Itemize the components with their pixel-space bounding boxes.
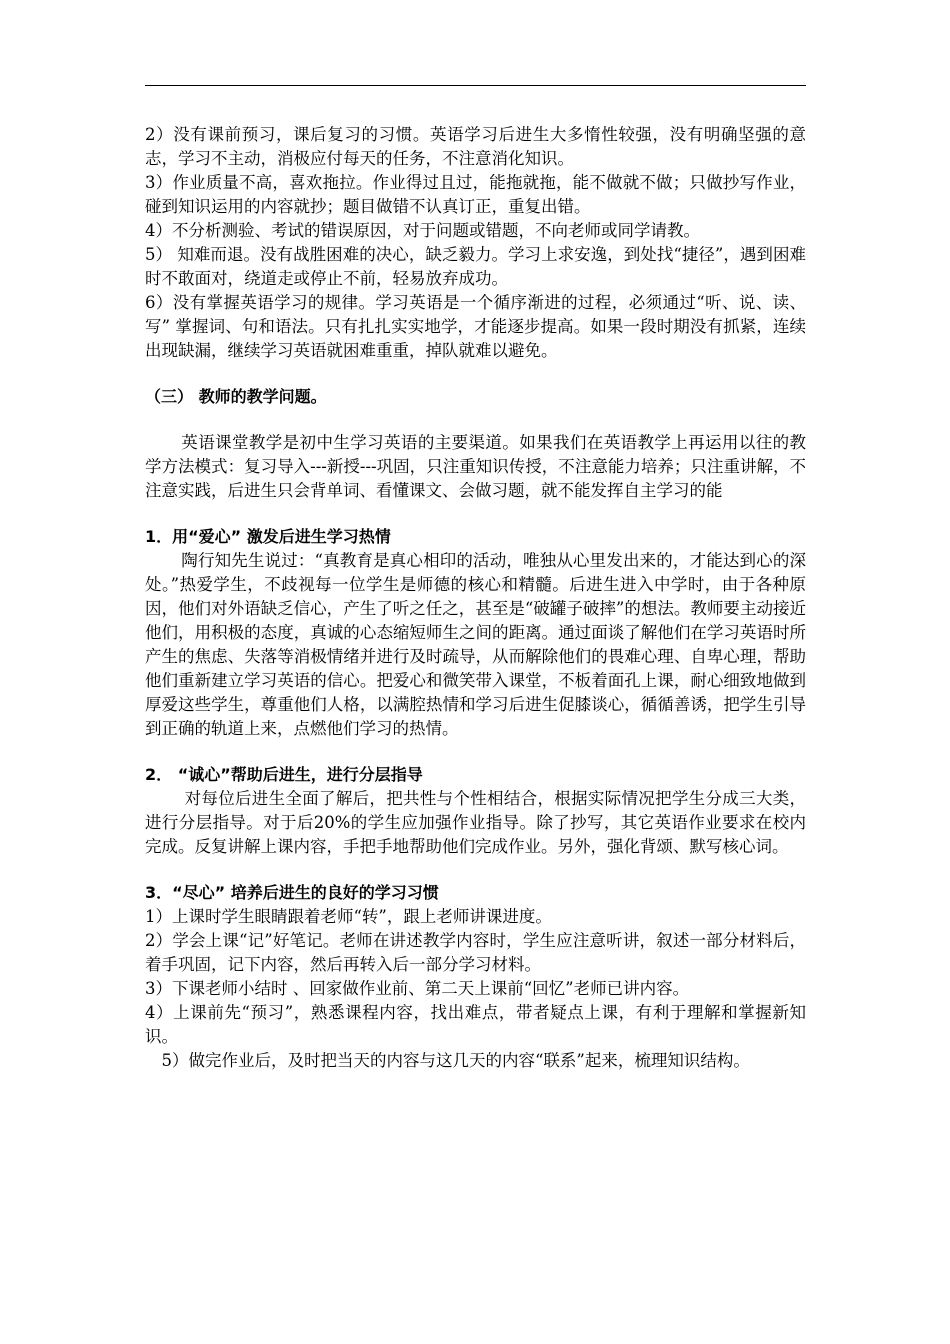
item-paragraph-1: 陶行知先生说过：“真教育是真心相印的活动，唯独从心里发出来的，才能达到心的深处。”热爱学生，不歧视每一位学生是师德的核心和精髓。后进生进入中学时，由于各种原因，他们对外语缺乏信心，产生了听之任之，甚至是“破罐子破摔”的想法。教师要主动接近他们，用积极的态度，真诚的心态缩短师生之间的距离。通过面谈了解他们在学习英语时所产生的焦虑、失落等消极情绪并进行及时疏导，从而解除他们的畏难心理、自卑心理，帮助他们重新建立学习英语的信心。把爱心和微笑带入课堂，不板着面孔上课，耐心细致地做到厚爱这些学生，尊重他们人格，以满腔热情和学习后进生促膝谈心，循循善诱，把学生引导到正确的轨道上来，点燃他们学习的热情。: [145, 551, 806, 738]
document-body: [145, 123, 806, 1073]
spacer: [145, 741, 806, 763]
habit-point-2: 2）学会上课“记”好笔记。老师在讲述教学内容时，学生应注意听讲，叙述一部分材料后，着手巩固，记下内容，然后再转入后一部分学习材料。: [145, 931, 806, 974]
student-issue-6: 6）没有掌握英语学习的规律。学习英语是一个循序渐进的过程，必须通过“听、说、读、写” 掌握词、句和语法。只有扎扎实实地学，才能逐步提高。如果一段时期没有抓紧，连续出现缺漏，继续学习英语就困难重重，掉队就难以避免。: [145, 293, 806, 360]
spacer: [145, 503, 806, 525]
student-issue-5: 5） 知难而退。没有战胜困难的决心，缺乏毅力。学习上求安逸，到处找“捷径”，遇到困难时不敢面对，绕道走或停止不前，轻易放弃成功。: [145, 245, 806, 288]
habit-point-1: 1）上课时学生眼睛跟着老师“转”，跟上老师讲课进度。: [145, 907, 552, 926]
header-rule: [145, 85, 806, 86]
item-paragraph-2: 对每位后进生全面了解后，把共性与个性相结合，根据实际情况把学生分成三大类，进行分层指导。对于后20%的学生应加强作业指导。除了抄写，其它英语作业要求在校内完成。反复讲解上课内容，手把手地帮助他们完成作业。另外，强化背颂、默写核心词。: [145, 789, 806, 856]
habit-point-5: 5）做完作业后，及时把当天的内容与这几天的内容“联系”起来，梳理知识结构。: [161, 1051, 750, 1070]
spacer: [145, 409, 806, 431]
item-heading-2: 2． “诚心”帮助后进生，进行分层指导: [145, 765, 423, 784]
student-issue-2: 2）没有课前预习，课后复习的习惯。英语学习后进生大多惰性较强，没有明确坚强的意志，学习不主动，消极应付每天的任务，不注意消化知识。: [145, 125, 806, 168]
item-heading-3: 3．“尽心” 培养后进生的良好的学习习惯: [145, 883, 439, 902]
spacer: [145, 363, 806, 385]
habit-point-4: 4）上课前先“预习”，熟悉课程内容，找出难点，带者疑点上课，有利于理解和掌握新知识。: [145, 1003, 806, 1046]
student-issue-3: 3）作业质量不高，喜欢拖拉。作业得过且过，能拖就拖，能不做就不做；只做抄写作业，碰到知识运用的内容就抄；题目做错不认真订正，重复出错。: [145, 173, 806, 216]
habit-point-3: 3）下课老师小结时 、回家做作业前、第二天上课前“回忆”老师已讲内容。: [145, 979, 690, 998]
section-heading-teacher-issues: （三） 教师的教学问题。: [145, 387, 327, 406]
student-issue-4: 4）不分析测验、考试的错误原因，对于问题或错题，不向老师或同学请教。: [145, 221, 700, 240]
item-heading-1: 1．用“爱心” 激发后进生学习热情: [145, 527, 391, 546]
section-paragraph-teacher-issues: 英语课堂教学是初中生学习英语的主要渠道。如果我们在英语教学上再运用以往的教学方法模式：复习导入---新授---巩固，只注重知识传授，不注意能力培养；只注重讲解，不注意实践，后进生只会背单词、看懂课文、会做习题，就不能发挥自主学习的能: [145, 433, 806, 500]
spacer: [145, 859, 806, 881]
